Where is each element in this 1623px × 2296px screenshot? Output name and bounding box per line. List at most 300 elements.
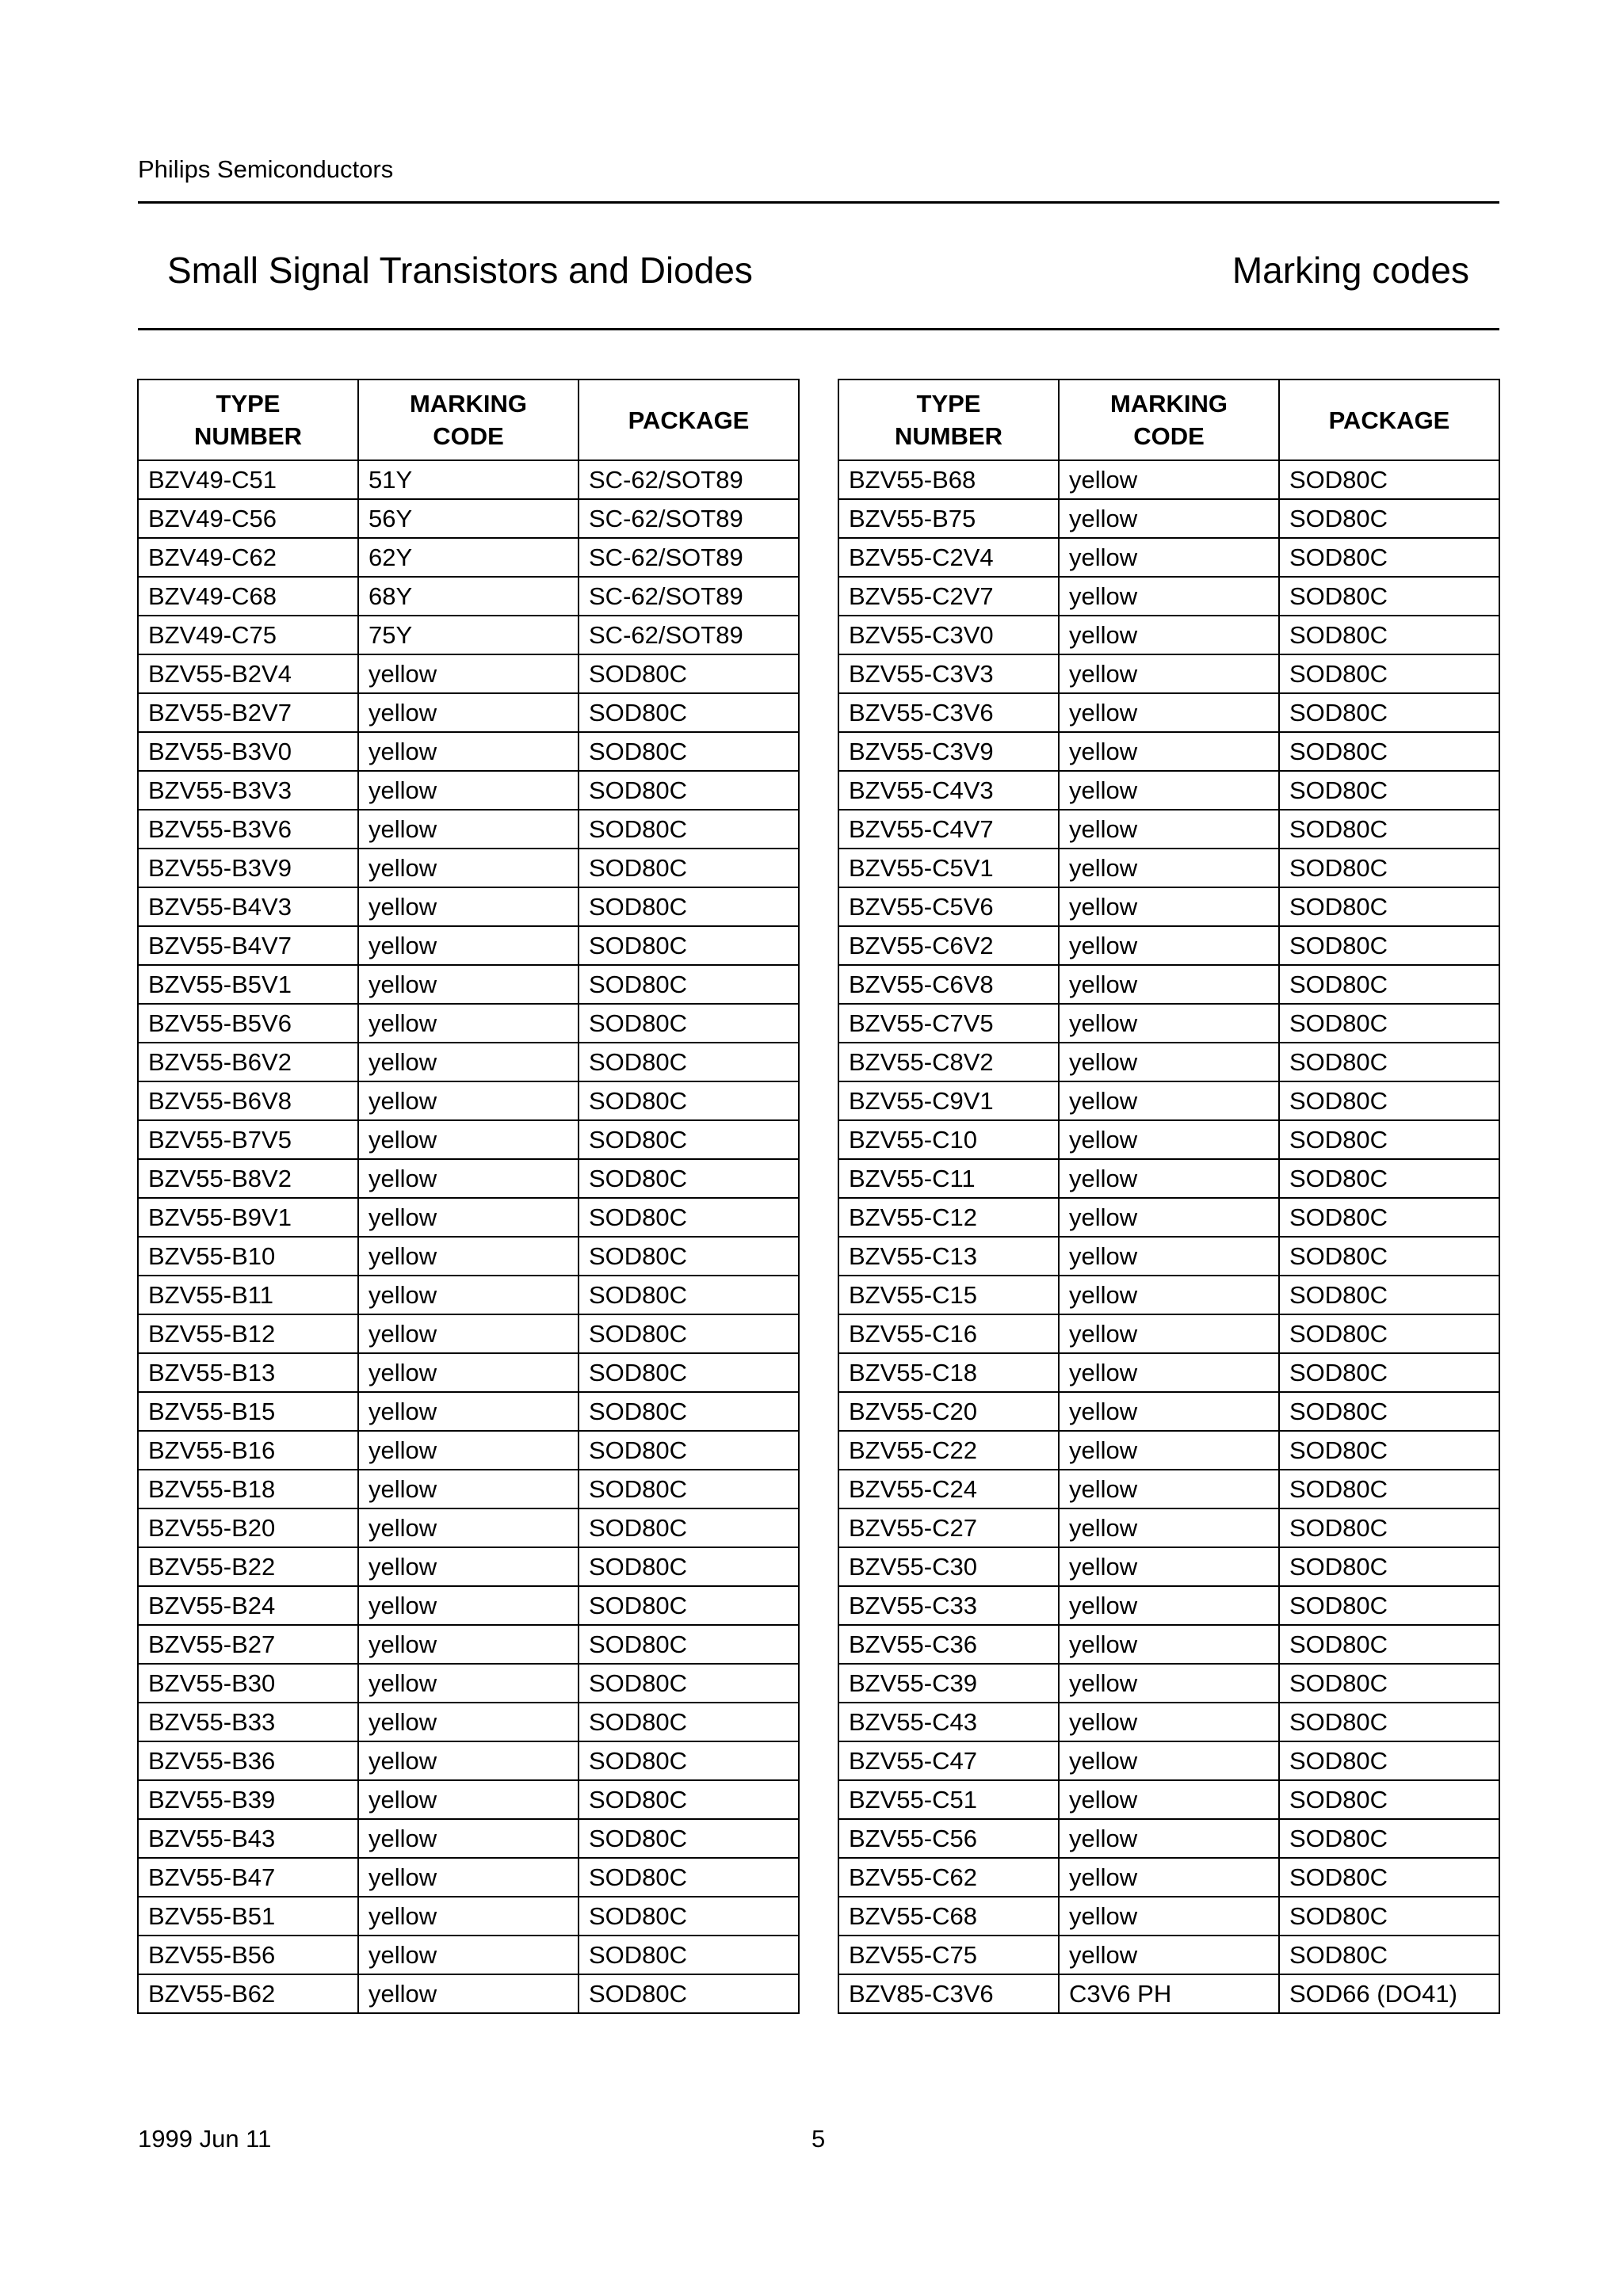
marking-code-cell: yellow xyxy=(1059,1703,1279,1741)
type-number-cell: BZV55-C10 xyxy=(838,1120,1059,1159)
package-cell: SOD80C xyxy=(579,1159,799,1198)
marking-code-cell: yellow xyxy=(1059,732,1279,771)
package-cell: SOD80C xyxy=(579,1237,799,1276)
type-number-cell: BZV49-C56 xyxy=(138,499,358,538)
package-cell: SOD80C xyxy=(1279,926,1499,965)
type-number-cell: BZV55-B39 xyxy=(138,1780,358,1819)
marking-code-cell: yellow xyxy=(1059,1043,1279,1081)
package-cell: SOD80C xyxy=(1279,1470,1499,1508)
marking-code-cell: yellow xyxy=(1059,538,1279,577)
package-cell: SOD80C xyxy=(1279,1198,1499,1237)
marking-code-cell: yellow xyxy=(1059,693,1279,732)
package-cell: SC-62/SOT89 xyxy=(579,538,799,577)
table-row xyxy=(838,1470,1499,1508)
marking-code-cell: yellow xyxy=(1059,499,1279,538)
marking-code-cell: yellow xyxy=(358,1974,579,2013)
marking-code-cell: yellow xyxy=(358,1741,579,1780)
table-row xyxy=(138,616,799,654)
package-cell: SOD80C xyxy=(579,771,799,810)
type-number-cell: BZV55-C22 xyxy=(838,1431,1059,1470)
table-row xyxy=(838,926,1499,965)
type-number-cell: BZV55-B8V2 xyxy=(138,1159,358,1198)
type-number-cell: BZV55-C6V8 xyxy=(838,965,1059,1004)
table-row xyxy=(838,1508,1499,1547)
marking-code-cell: C3V6 PH xyxy=(1059,1974,1279,2013)
table-row xyxy=(138,1431,799,1470)
table-row xyxy=(838,732,1499,771)
package-cell: SOD80C xyxy=(579,1897,799,1936)
marking-code-cell: yellow xyxy=(1059,616,1279,654)
marking-code-cell: yellow xyxy=(1059,1276,1279,1314)
table-row xyxy=(838,616,1499,654)
table-row xyxy=(838,1741,1499,1780)
type-number-cell: BZV55-B13 xyxy=(138,1353,358,1392)
table-row xyxy=(138,1547,799,1586)
type-number-cell: BZV55-C68 xyxy=(838,1897,1059,1936)
package-cell: SOD80C xyxy=(579,1625,799,1664)
type-number-cell: BZV55-B18 xyxy=(138,1470,358,1508)
table-row xyxy=(138,1936,799,1974)
type-number-cell: BZV55-C3V0 xyxy=(838,616,1059,654)
marking-code-cell: yellow xyxy=(358,1586,579,1625)
marking-code-cell: yellow xyxy=(1059,1547,1279,1586)
table-row xyxy=(838,1043,1499,1081)
table-row xyxy=(838,460,1499,499)
marking-code-cell: yellow xyxy=(358,1159,579,1198)
package-cell: SOD80C xyxy=(579,654,799,693)
table-row xyxy=(138,1586,799,1625)
marking-code-cell: yellow xyxy=(1059,1508,1279,1547)
marking-code-cell: 56Y xyxy=(358,499,579,538)
package-cell: SOD80C xyxy=(579,1470,799,1508)
package-cell: SOD80C xyxy=(579,1703,799,1741)
type-number-cell: BZV55-C3V3 xyxy=(838,654,1059,693)
marking-code-cell: yellow xyxy=(1059,849,1279,887)
type-number-cell: BZV85-C3V6 xyxy=(838,1974,1059,2013)
header-rule-bottom xyxy=(138,328,1499,330)
package-cell: SOD80C xyxy=(1279,1625,1499,1664)
table-row xyxy=(138,965,799,1004)
package-cell: SOD80C xyxy=(1279,1043,1499,1081)
table-row xyxy=(838,1974,1499,2013)
package-cell: SOD80C xyxy=(579,1120,799,1159)
marking-table-left xyxy=(137,379,800,2014)
type-number-cell: BZV55-B3V9 xyxy=(138,849,358,887)
package-cell: SOD80C xyxy=(1279,1664,1499,1703)
table-row xyxy=(838,1897,1499,1936)
table-row xyxy=(838,1392,1499,1431)
package-cell: SOD80C xyxy=(1279,965,1499,1004)
package-cell: SOD80C xyxy=(1279,1936,1499,1974)
table-row xyxy=(838,810,1499,849)
table-row xyxy=(138,732,799,771)
marking-code-cell: yellow xyxy=(358,771,579,810)
marking-code-cell: yellow xyxy=(358,1314,579,1353)
package-cell: SOD80C xyxy=(579,1353,799,1392)
type-number-cell: BZV49-C68 xyxy=(138,577,358,616)
marking-code-cell: yellow xyxy=(358,849,579,887)
package-cell: SOD80C xyxy=(579,1004,799,1043)
type-number-cell: BZV55-C75 xyxy=(838,1936,1059,1974)
package-cell: SOD80C xyxy=(579,1664,799,1703)
type-number-cell: BZV55-C5V6 xyxy=(838,887,1059,926)
package-cell: SOD80C xyxy=(579,1043,799,1081)
type-number-cell: BZV55-B51 xyxy=(138,1897,358,1936)
type-number-cell: BZV55-B43 xyxy=(138,1819,358,1858)
type-number-cell: BZV55-C51 xyxy=(838,1780,1059,1819)
type-number-cell: BZV55-B62 xyxy=(138,1974,358,2013)
type-number-cell: BZV55-B16 xyxy=(138,1431,358,1470)
marking-code-cell: yellow xyxy=(358,926,579,965)
table-header-row xyxy=(838,379,1499,460)
marking-code-cell: yellow xyxy=(1059,887,1279,926)
package-cell: SOD80C xyxy=(1279,1276,1499,1314)
marking-code-cell: yellow xyxy=(1059,1198,1279,1237)
table-row xyxy=(138,1081,799,1120)
package-cell: SOD80C xyxy=(579,1431,799,1470)
header-line: TYPE xyxy=(916,390,981,418)
table-body xyxy=(838,460,1499,2013)
table-row xyxy=(838,1703,1499,1741)
type-number-cell: BZV55-B3V6 xyxy=(138,810,358,849)
marking-code-cell: yellow xyxy=(358,1858,579,1897)
type-number-cell: BZV55-C33 xyxy=(838,1586,1059,1625)
column-header-type-number xyxy=(138,379,358,460)
package-cell: SOD80C xyxy=(1279,1897,1499,1936)
table-row xyxy=(138,926,799,965)
marking-code-cell: yellow xyxy=(1059,1936,1279,1974)
type-number-cell: BZV55-B9V1 xyxy=(138,1198,358,1237)
type-number-cell: BZV55-C2V7 xyxy=(838,577,1059,616)
type-number-cell: BZV55-B11 xyxy=(138,1276,358,1314)
table-row xyxy=(138,887,799,926)
package-cell: SOD80C xyxy=(1279,732,1499,771)
header-line: MARKING xyxy=(409,390,528,418)
type-number-cell: BZV55-C6V2 xyxy=(838,926,1059,965)
table-row xyxy=(138,771,799,810)
type-number-cell: BZV55-C4V3 xyxy=(838,771,1059,810)
type-number-cell: BZV55-C47 xyxy=(838,1741,1059,1780)
column-header-package: PACKAGE xyxy=(579,379,799,460)
marking-code-cell: yellow xyxy=(358,965,579,1004)
marking-code-cell: 51Y xyxy=(358,460,579,499)
table-row xyxy=(138,1043,799,1081)
type-number-cell: BZV55-B4V3 xyxy=(138,887,358,926)
table-row xyxy=(838,965,1499,1004)
table-body xyxy=(138,460,799,2013)
table-row xyxy=(138,577,799,616)
type-number-cell: BZV55-B15 xyxy=(138,1392,358,1431)
package-cell: SC-62/SOT89 xyxy=(579,499,799,538)
package-cell: SOD80C xyxy=(1279,1741,1499,1780)
marking-code-cell: yellow xyxy=(1059,810,1279,849)
package-cell: SOD80C xyxy=(1279,1081,1499,1120)
package-cell: SOD80C xyxy=(1279,1392,1499,1431)
package-cell: SOD80C xyxy=(1279,499,1499,538)
package-cell: SOD80C xyxy=(1279,1547,1499,1586)
type-number-cell: BZV55-C15 xyxy=(838,1276,1059,1314)
package-cell: SOD80C xyxy=(1279,1858,1499,1897)
package-cell: SC-62/SOT89 xyxy=(579,616,799,654)
table-row xyxy=(138,1974,799,2013)
type-number-cell: BZV55-C11 xyxy=(838,1159,1059,1198)
table-row xyxy=(838,1237,1499,1276)
header-line: TYPE xyxy=(216,390,281,418)
section-title: Marking codes xyxy=(1232,250,1469,291)
type-number-cell: BZV55-C4V7 xyxy=(838,810,1059,849)
type-number-cell: BZV55-C43 xyxy=(838,1703,1059,1741)
package-cell: SOD80C xyxy=(579,1392,799,1431)
table-row xyxy=(838,577,1499,616)
table-row xyxy=(838,654,1499,693)
package-cell: SOD80C xyxy=(579,693,799,732)
marking-code-cell: yellow xyxy=(1059,1586,1279,1625)
header-line: CODE xyxy=(1133,422,1205,450)
table-row xyxy=(138,499,799,538)
marking-code-cell: yellow xyxy=(1059,1353,1279,1392)
type-number-cell: BZV55-C18 xyxy=(838,1353,1059,1392)
marking-code-cell: yellow xyxy=(358,654,579,693)
type-number-cell: BZV55-C13 xyxy=(838,1237,1059,1276)
marking-code-cell: yellow xyxy=(1059,1780,1279,1819)
type-number-cell: BZV55-B2V4 xyxy=(138,654,358,693)
type-number-cell: BZV55-B22 xyxy=(138,1547,358,1586)
marking-code-cell: yellow xyxy=(358,1392,579,1431)
table-row xyxy=(138,1392,799,1431)
type-number-cell: BZV55-B36 xyxy=(138,1741,358,1780)
type-number-cell: BZV55-B7V5 xyxy=(138,1120,358,1159)
table-row xyxy=(138,810,799,849)
table-row xyxy=(838,1431,1499,1470)
package-cell: SC-62/SOT89 xyxy=(579,577,799,616)
header-line: NUMBER xyxy=(894,422,1003,450)
table-row xyxy=(838,693,1499,732)
type-number-cell: BZV55-B27 xyxy=(138,1625,358,1664)
table-row xyxy=(138,1625,799,1664)
type-number-cell: BZV55-C3V6 xyxy=(838,693,1059,732)
type-number-cell: BZV55-B3V0 xyxy=(138,732,358,771)
marking-code-cell: yellow xyxy=(358,1780,579,1819)
type-number-cell: BZV55-B6V2 xyxy=(138,1043,358,1081)
table-row xyxy=(138,1470,799,1508)
table-row xyxy=(138,1897,799,1936)
table-row xyxy=(138,1120,799,1159)
package-cell: SOD80C xyxy=(1279,654,1499,693)
type-number-cell: BZV55-C20 xyxy=(838,1392,1059,1431)
table-header-row xyxy=(138,379,799,460)
type-number-cell: BZV55-B2V7 xyxy=(138,693,358,732)
type-number-cell: BZV55-B3V3 xyxy=(138,771,358,810)
type-number-cell: BZV55-C5V1 xyxy=(838,849,1059,887)
package-cell: SOD80C xyxy=(579,1081,799,1120)
table-row xyxy=(138,1858,799,1897)
table-row xyxy=(138,654,799,693)
table-row xyxy=(838,771,1499,810)
package-cell: SOD80C xyxy=(579,1780,799,1819)
marking-code-cell: yellow xyxy=(358,1043,579,1081)
table-row xyxy=(138,1703,799,1741)
type-number-cell: BZV49-C62 xyxy=(138,538,358,577)
type-number-cell: BZV55-C30 xyxy=(838,1547,1059,1586)
marking-code-cell: yellow xyxy=(1059,1392,1279,1431)
type-number-cell: BZV55-C2V4 xyxy=(838,538,1059,577)
table-row xyxy=(838,887,1499,926)
marking-code-cell: yellow xyxy=(1059,1858,1279,1897)
package-cell: SOD80C xyxy=(1279,616,1499,654)
marking-table-right xyxy=(838,379,1500,2014)
package-cell: SOD80C xyxy=(1279,1819,1499,1858)
table-row xyxy=(838,1625,1499,1664)
type-number-cell: BZV55-C39 xyxy=(838,1664,1059,1703)
type-number-cell: BZV55-C62 xyxy=(838,1858,1059,1897)
table-row xyxy=(138,693,799,732)
type-number-cell: BZV55-C16 xyxy=(838,1314,1059,1353)
marking-code-cell: yellow xyxy=(1059,1897,1279,1936)
package-cell: SOD80C xyxy=(1279,1703,1499,1741)
footer-date: 1999 Jun 11 xyxy=(138,2125,272,2153)
marking-code-cell: 62Y xyxy=(358,538,579,577)
table-row xyxy=(138,1353,799,1392)
type-number-cell: BZV55-B4V7 xyxy=(138,926,358,965)
package-cell: SOD80C xyxy=(579,1314,799,1353)
type-number-cell: BZV55-C56 xyxy=(838,1819,1059,1858)
column-header-marking-code xyxy=(358,379,579,460)
package-cell: SOD80C xyxy=(579,926,799,965)
package-cell: SOD80C xyxy=(579,1547,799,1586)
table-row xyxy=(838,1314,1499,1353)
marking-code-cell: yellow xyxy=(358,1120,579,1159)
marking-code-cell: yellow xyxy=(358,1703,579,1741)
marking-code-cell: yellow xyxy=(358,1004,579,1043)
package-cell: SOD80C xyxy=(1279,1120,1499,1159)
column-header-marking-code xyxy=(1059,379,1279,460)
marking-code-cell: yellow xyxy=(358,1664,579,1703)
marking-code-cell: yellow xyxy=(1059,1159,1279,1198)
type-number-cell: BZV49-C51 xyxy=(138,460,358,499)
marking-code-cell: yellow xyxy=(358,1819,579,1858)
package-cell: SOD80C xyxy=(579,1858,799,1897)
table-row xyxy=(838,499,1499,538)
marking-code-cell: 68Y xyxy=(358,577,579,616)
table-row xyxy=(138,1237,799,1276)
package-cell: SOD80C xyxy=(579,1508,799,1547)
table-row xyxy=(838,1819,1499,1858)
type-number-cell: BZV55-C36 xyxy=(838,1625,1059,1664)
type-number-cell: BZV55-B56 xyxy=(138,1936,358,1974)
table-row xyxy=(838,1353,1499,1392)
marking-code-cell: yellow xyxy=(358,1936,579,1974)
table-row xyxy=(138,1198,799,1237)
document-title: Small Signal Transistors and Diodes xyxy=(167,250,753,291)
marking-code-cell: yellow xyxy=(1059,1314,1279,1353)
table-row xyxy=(838,1159,1499,1198)
package-cell: SOD80C xyxy=(1279,1004,1499,1043)
table-row xyxy=(138,1508,799,1547)
type-number-cell: BZV55-C9V1 xyxy=(838,1081,1059,1120)
package-cell: SOD80C xyxy=(579,1936,799,1974)
package-cell: SOD80C xyxy=(579,887,799,926)
type-number-cell: BZV55-B12 xyxy=(138,1314,358,1353)
type-number-cell: BZV55-B20 xyxy=(138,1508,358,1547)
package-cell: SOD80C xyxy=(579,732,799,771)
marking-code-cell: yellow xyxy=(1059,965,1279,1004)
table-row xyxy=(138,1780,799,1819)
type-number-cell: BZV55-C8V2 xyxy=(838,1043,1059,1081)
table-row xyxy=(138,460,799,499)
table-row xyxy=(838,1780,1499,1819)
marking-code-cell: yellow xyxy=(358,1508,579,1547)
marking-code-cell: yellow xyxy=(1059,1819,1279,1858)
column-header-type-number xyxy=(838,379,1059,460)
marking-code-cell: yellow xyxy=(1059,1431,1279,1470)
package-cell: SOD66 (DO41) xyxy=(1279,1974,1499,2013)
table-row xyxy=(838,1120,1499,1159)
marking-code-cell: yellow xyxy=(1059,460,1279,499)
package-cell: SOD80C xyxy=(579,849,799,887)
type-number-cell: BZV55-C3V9 xyxy=(838,732,1059,771)
marking-code-cell: yellow xyxy=(358,1431,579,1470)
table-row xyxy=(838,1547,1499,1586)
table-row xyxy=(838,1936,1499,1974)
package-cell: SOD80C xyxy=(1279,1159,1499,1198)
marking-code-cell: yellow xyxy=(1059,654,1279,693)
marking-code-cell: 75Y xyxy=(358,616,579,654)
marking-code-cell: yellow xyxy=(358,1198,579,1237)
package-cell: SOD80C xyxy=(579,1819,799,1858)
header-line: CODE xyxy=(433,422,504,450)
table-row xyxy=(138,1664,799,1703)
marking-code-cell: yellow xyxy=(1059,1237,1279,1276)
marking-code-cell: yellow xyxy=(358,1081,579,1120)
header-line: NUMBER xyxy=(193,422,303,450)
column-header-package: PACKAGE xyxy=(1279,379,1499,460)
table-row xyxy=(838,1664,1499,1703)
type-number-cell: BZV55-C7V5 xyxy=(838,1004,1059,1043)
type-number-cell: BZV55-C12 xyxy=(838,1198,1059,1237)
table-row xyxy=(838,1276,1499,1314)
type-number-cell: BZV55-B47 xyxy=(138,1858,358,1897)
marking-code-cell: yellow xyxy=(358,1470,579,1508)
type-number-cell: BZV55-B75 xyxy=(838,499,1059,538)
package-cell: SC-62/SOT89 xyxy=(579,460,799,499)
package-cell: SOD80C xyxy=(1279,460,1499,499)
marking-code-cell: yellow xyxy=(1059,1741,1279,1780)
table-row xyxy=(138,1276,799,1314)
marking-code-cell: yellow xyxy=(358,1547,579,1586)
marking-code-cell: yellow xyxy=(1059,1470,1279,1508)
package-cell: SOD80C xyxy=(1279,693,1499,732)
table-row xyxy=(838,538,1499,577)
package-cell: SOD80C xyxy=(1279,849,1499,887)
package-cell: SOD80C xyxy=(579,1198,799,1237)
marking-code-cell: yellow xyxy=(1059,1081,1279,1120)
marking-code-cell: yellow xyxy=(1059,1625,1279,1664)
marking-code-cell: yellow xyxy=(358,1625,579,1664)
table-row xyxy=(838,1858,1499,1897)
marking-code-cell: yellow xyxy=(1059,1004,1279,1043)
table-row xyxy=(138,1314,799,1353)
package-cell: SOD80C xyxy=(1279,1431,1499,1470)
table-row xyxy=(138,1004,799,1043)
marking-code-cell: yellow xyxy=(358,1237,579,1276)
type-number-cell: BZV49-C75 xyxy=(138,616,358,654)
marking-code-cell: yellow xyxy=(358,693,579,732)
table-row xyxy=(838,849,1499,887)
type-number-cell: BZV55-C27 xyxy=(838,1508,1059,1547)
package-cell: SOD80C xyxy=(1279,1353,1499,1392)
type-number-cell: BZV55-B10 xyxy=(138,1237,358,1276)
package-cell: SOD80C xyxy=(1279,577,1499,616)
